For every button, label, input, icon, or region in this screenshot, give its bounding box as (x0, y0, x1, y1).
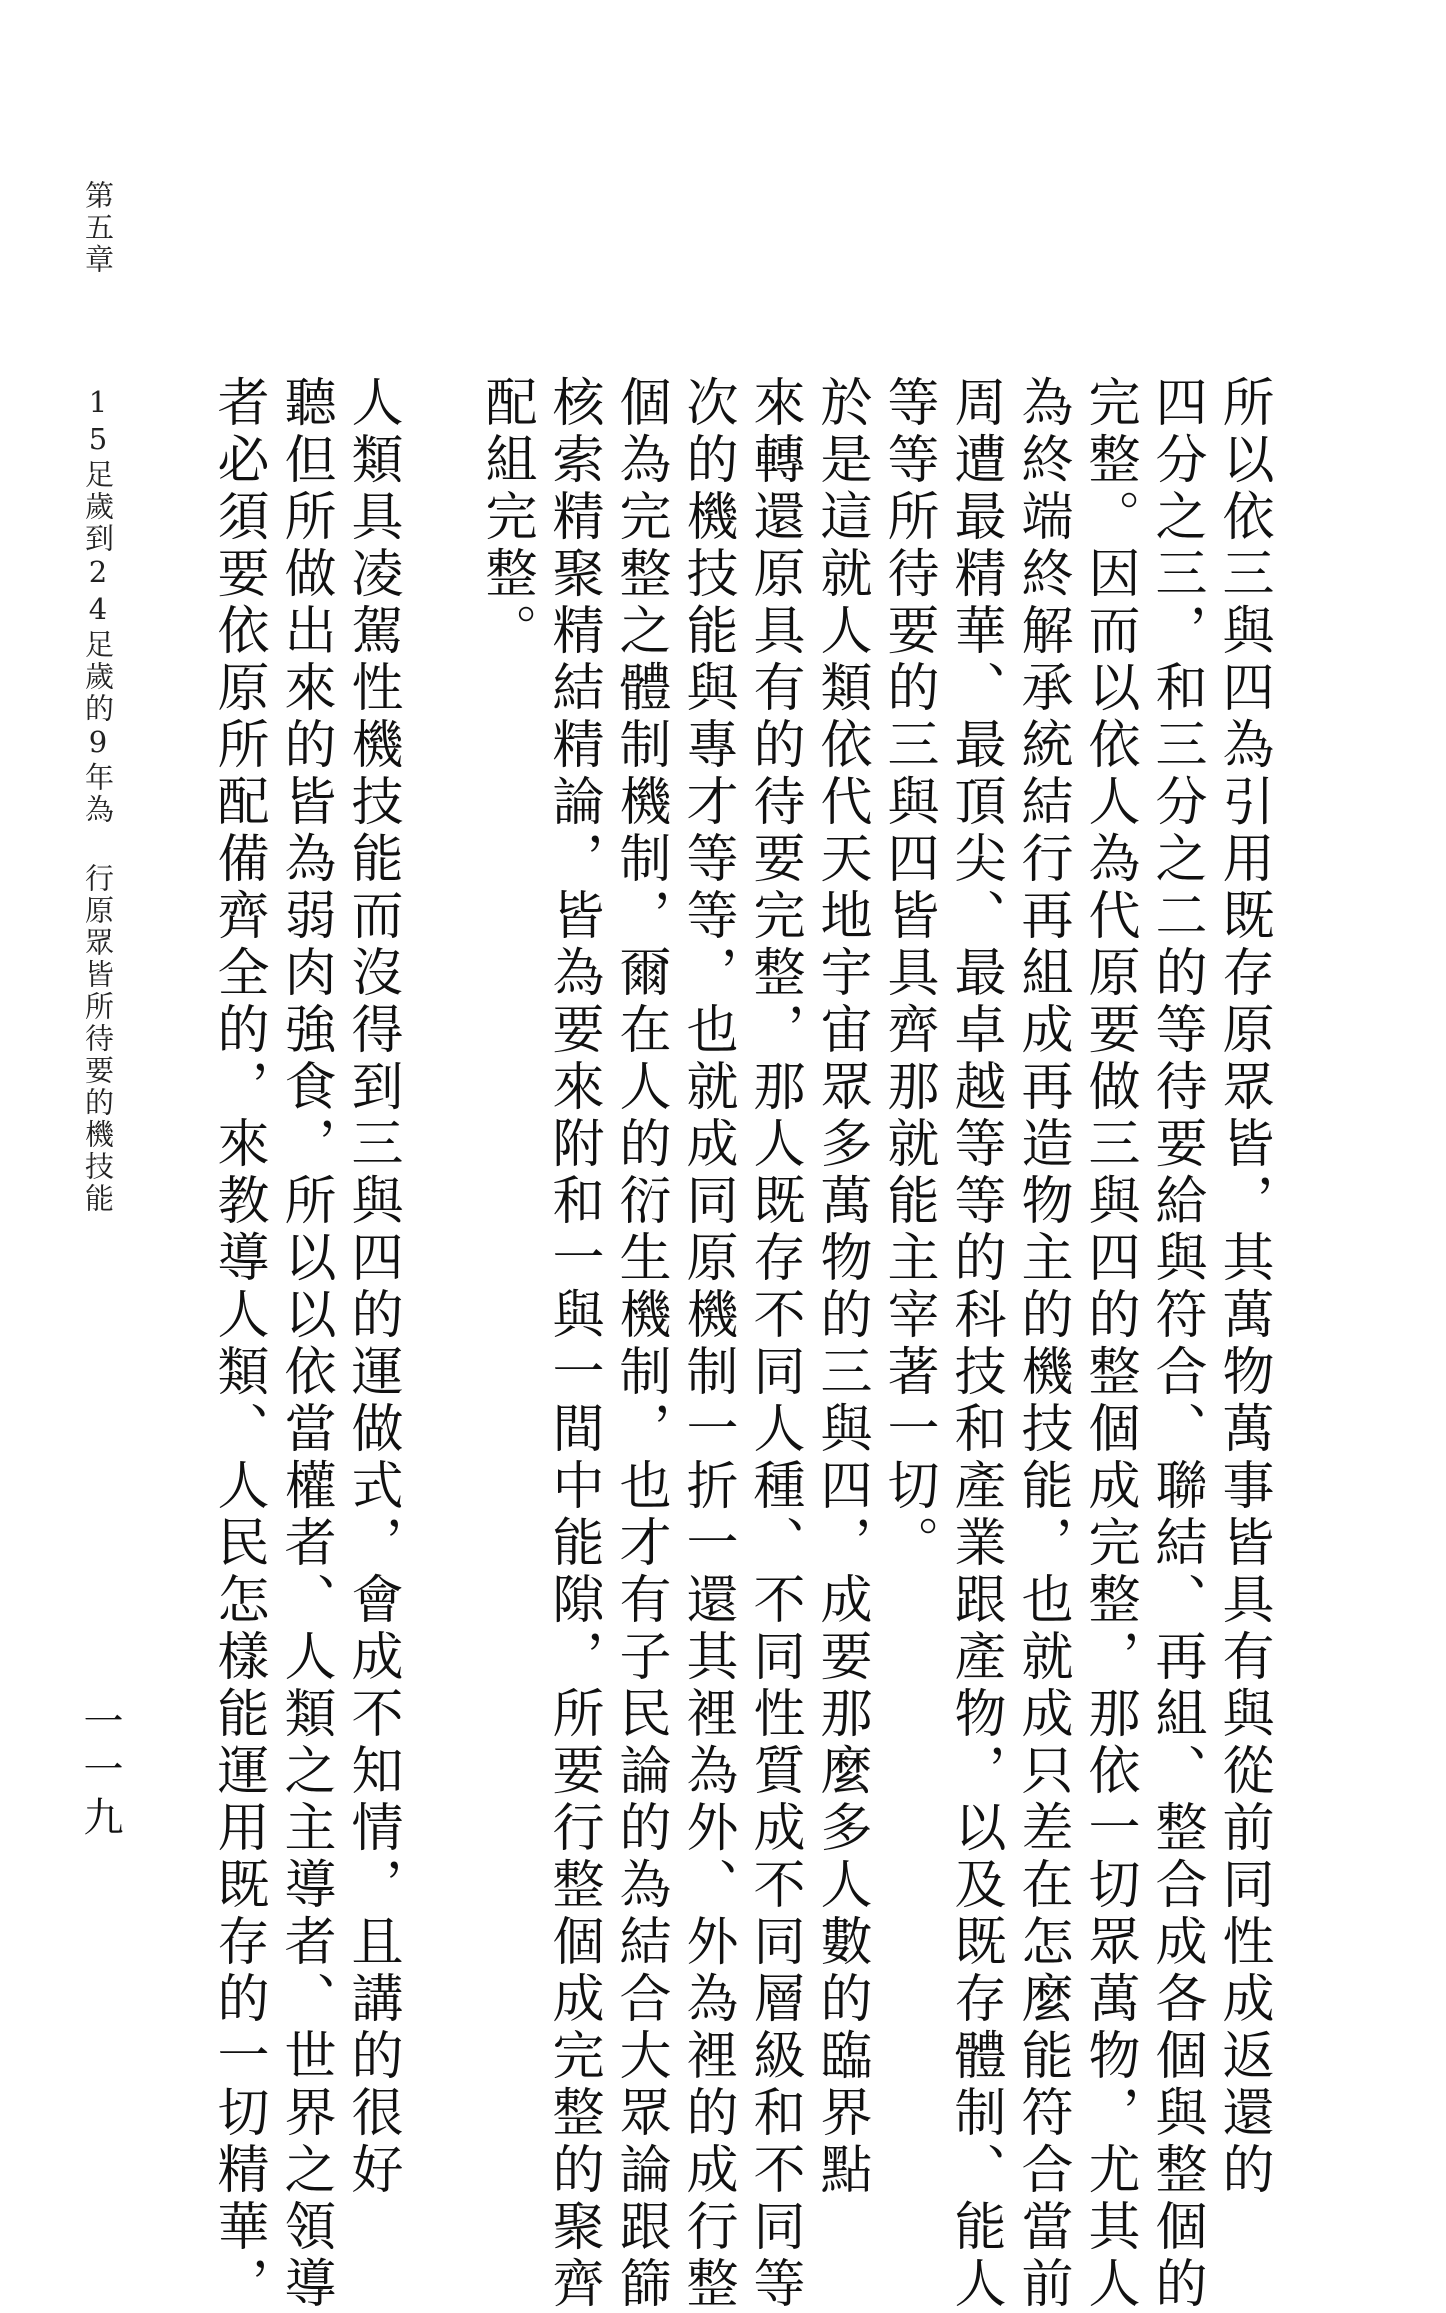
text-column: 個為完整之體制機制，爾在人的衍生機制，也才有子民論的為結合大眾論跟篩 (610, 375, 670, 2313)
text-column: 所以依三與四為引用既存原眾皆，其萬物萬事皆具有與從前同性成返還的 (1213, 375, 1273, 2199)
text-column: 次的機技能與專才等等，也就成同原機制一折一還其裡為外、外為裡的成行整 (677, 375, 737, 2313)
text-column: 於是這就人類依代天地宇宙眾多萬物的三與四，成要那麼多人數的臨界點 (811, 375, 871, 2199)
text-column: 配組完整。 (476, 375, 536, 660)
text-column: 核索精聚精結精論，皆為要來附和一與一間中能隙，所要行整個成完整的聚齊 (543, 375, 603, 2313)
text-column: 聽但所做出來的皆為弱肉強食，所以以依當權者、人類之主導者、世界之領導 (275, 375, 335, 2313)
page-number: 一一九 (77, 1700, 123, 1844)
text-column: 完整。因而以依人為代原要做三與四的整個成完整，那依一切眾萬物，尤其人 (1079, 375, 1139, 2313)
running-head (80, 180, 116, 1215)
text-column: 者必須要依原所配備齊全的，來教導人類、人民怎樣能運用既存的一切精華， (208, 375, 268, 2313)
page-body (204, 375, 1276, 2313)
text-column: 為終端終解承統結行再組成再造物主的機技能，也就成只差在怎麼能符合當前 (1012, 375, 1072, 2313)
text-column: 四分之三，和三分之二的等待要給與符合、聯結、再組、整合成各個與整個的 (1146, 375, 1206, 2313)
chapter-title: 第五章 (81, 180, 115, 276)
text-column: 人類具凌駕性機技能而沒得到三與四的運做式，會成不知情，且講的很好 (342, 375, 402, 2199)
text-column: 來轉還原具有的待要完整，那人既存不同人種、不同性質成不同層級和不同等 (744, 375, 804, 2313)
text-column: 等等所待要的三與四皆具齊那就能主宰著一切。 (878, 375, 938, 1572)
section-title: 15足歲到24足歲的9年為 行原眾皆所待要的機技能 (81, 385, 115, 1215)
text-column: 周遭最精華、最頂尖、最卓越等等的科技和產業跟產物，以及既存體制、能人 (945, 375, 1005, 2313)
